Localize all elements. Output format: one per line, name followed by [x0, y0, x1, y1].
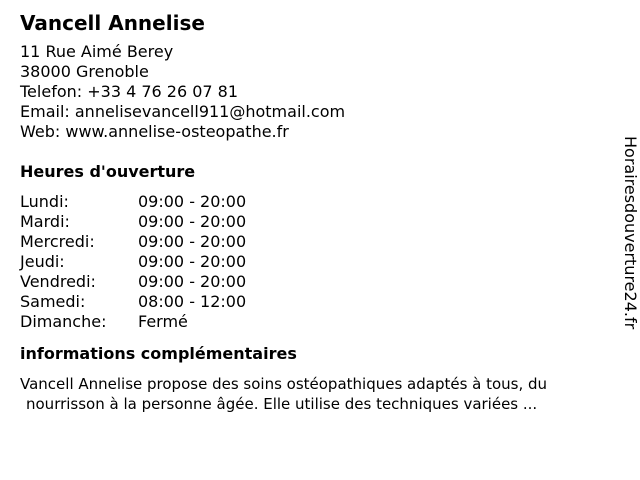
- time-value: 09:00 - 20:00: [138, 212, 247, 231]
- hours-row-monday: [20, 192, 605, 212]
- hours-row-wednesday: [20, 232, 605, 252]
- site-watermark: Horairesdouverture24.fr: [621, 136, 640, 330]
- info-title: informations complémentaires: [20, 344, 297, 363]
- web-line: Web: www.annelise-osteopathe.fr: [20, 122, 289, 141]
- day-label: Mardi:: [20, 212, 70, 231]
- time-value: 09:00 - 20:00: [138, 272, 247, 291]
- day-label: Jeudi:: [20, 252, 65, 271]
- business-card: [20, 10, 605, 414]
- email-line: Email: annelisevancell911@hotmail.com: [20, 102, 346, 121]
- contact-block: [20, 42, 605, 142]
- time-value: Fermé: [138, 312, 188, 331]
- day-label: Dimanche:: [20, 312, 107, 331]
- hours-row-saturday: [20, 292, 605, 312]
- hours-row-tuesday: [20, 212, 605, 232]
- hours-row-friday: [20, 272, 605, 292]
- hours-table: [20, 192, 605, 332]
- time-value: 08:00 - 12:00: [138, 292, 247, 311]
- city-address: 38000 Grenoble: [20, 62, 149, 81]
- hours-row-thursday: [20, 252, 605, 272]
- time-value: 09:00 - 20:00: [138, 192, 247, 211]
- day-label: Vendredi:: [20, 272, 96, 291]
- time-value: 09:00 - 20:00: [138, 252, 247, 271]
- time-value: 09:00 - 20:00: [138, 232, 247, 251]
- day-label: Mercredi:: [20, 232, 95, 251]
- street-address: 11 Rue Aimé Berey: [20, 42, 174, 61]
- description-line: nourrisson à la personne âgée. Elle utilise des techniques variées ...: [26, 395, 538, 413]
- hours-title: Heures d'ouverture: [20, 162, 196, 181]
- description-line: Vancell Annelise propose des soins ostéopathiques adaptés à tous, du: [20, 375, 548, 393]
- description: [20, 374, 635, 414]
- business-name: Vancell Annelise: [20, 11, 205, 35]
- day-label: Lundi:: [20, 192, 69, 211]
- phone-line: Telefon: +33 4 76 26 07 81: [20, 82, 239, 101]
- day-label: Samedi:: [20, 292, 86, 311]
- hours-row-sunday: [20, 312, 605, 332]
